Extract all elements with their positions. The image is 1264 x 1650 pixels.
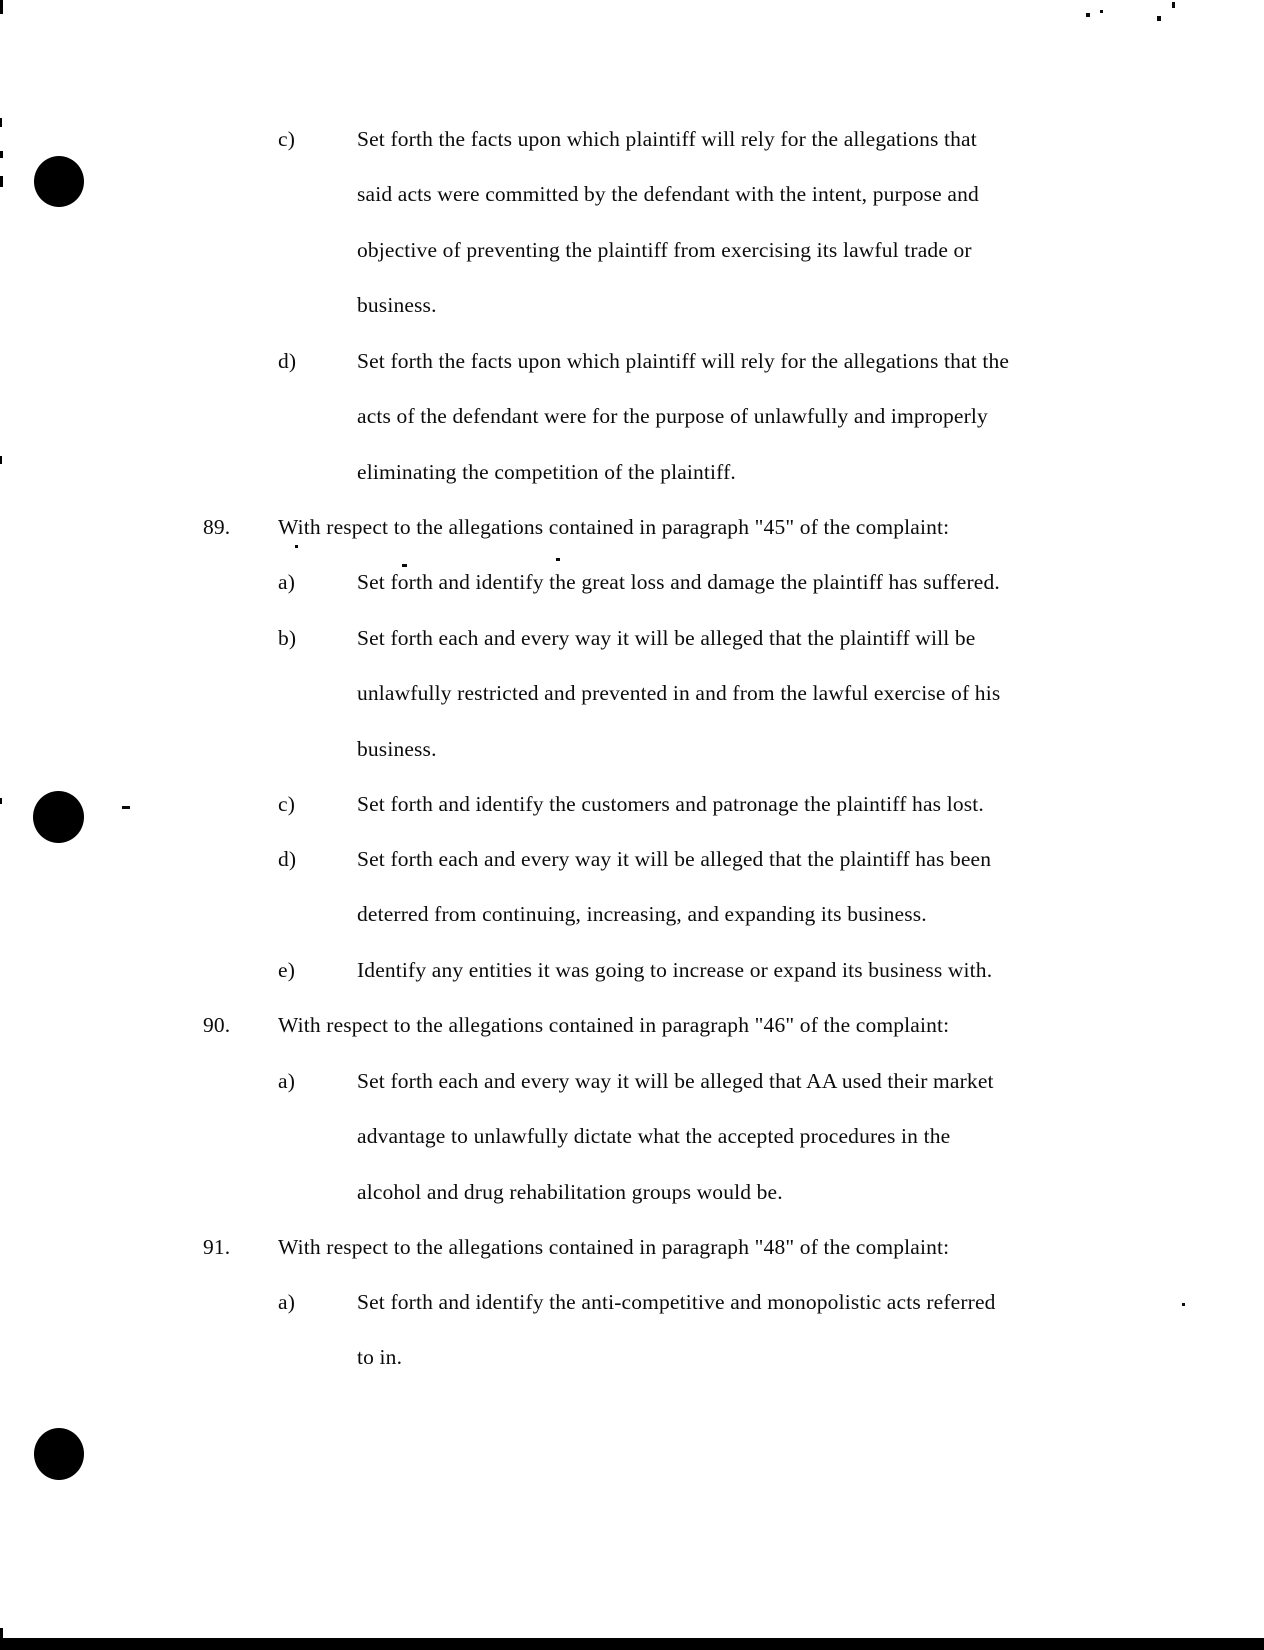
paragraph-91 bbox=[0, 1220, 1264, 1275]
sub-item-e bbox=[0, 943, 1264, 998]
sub-item-b bbox=[0, 611, 1264, 777]
sub-item-letter: d) bbox=[278, 847, 297, 871]
document-line: Set forth the facts upon which plaintiff will rely for the allegations that bbox=[357, 127, 977, 151]
sub-item-letter: d) bbox=[278, 349, 297, 373]
paragraph-number: 89. bbox=[203, 515, 231, 539]
document-line: With respect to the allegations contained in paragraph "46" of the complaint: bbox=[278, 1013, 950, 1037]
scan-edge-mark bbox=[0, 1628, 3, 1638]
document-line: Set forth and identify the customers and patronage the plaintiff has lost. bbox=[357, 792, 984, 816]
document-line: business. bbox=[357, 736, 437, 761]
document-line: Set forth each and every way it will be alleged that the plaintiff will be bbox=[357, 626, 976, 650]
sub-item-letter: b) bbox=[278, 626, 297, 650]
document-line: alcohol and drug rehabilitation groups would be. bbox=[357, 1179, 783, 1204]
sub-item-a bbox=[0, 1275, 1264, 1386]
document-line: deterred from continuing, increasing, and expanding its business. bbox=[357, 902, 927, 927]
sub-item-c bbox=[0, 777, 1264, 832]
document-line: With respect to the allegations contained in paragraph "48" of the complaint: bbox=[278, 1235, 950, 1259]
paragraph-number: 90. bbox=[203, 1013, 231, 1037]
document-line: business. bbox=[357, 293, 437, 318]
document-line: to in. bbox=[357, 1345, 403, 1370]
sub-item-letter: c) bbox=[278, 792, 296, 816]
paragraph-number: 91. bbox=[203, 1235, 231, 1259]
paragraph-90 bbox=[0, 998, 1264, 1053]
document-line: eliminating the competition of the plaintiff. bbox=[357, 459, 736, 484]
sub-item-letter: a) bbox=[278, 570, 296, 594]
document-line: Identify any entities it was going to increase or expand its business with. bbox=[357, 958, 993, 982]
document-line: Set forth each and every way it will be alleged that the plaintiff has been bbox=[357, 847, 992, 871]
sub-item-letter: a) bbox=[278, 1290, 296, 1314]
sub-item-d bbox=[0, 832, 1264, 943]
hole-punch-bottom bbox=[34, 1428, 84, 1480]
document-line: Set forth the facts upon which plaintiff will rely for the allegations that the bbox=[357, 349, 1010, 373]
sub-item-letter: e) bbox=[278, 958, 296, 982]
scan-speck bbox=[1157, 16, 1161, 21]
document-line: objective of preventing the plaintiff from exercising its lawful trade or bbox=[357, 237, 972, 262]
scan-speck bbox=[1086, 13, 1090, 17]
sub-item-a bbox=[0, 1054, 1264, 1220]
scan-edge-mark bbox=[0, 0, 3, 14]
scan-speck bbox=[1172, 2, 1175, 8]
document-line: advantage to unlawfully dictate what the accepted procedures in the bbox=[357, 1124, 951, 1149]
sub-item-letter: c) bbox=[278, 127, 296, 151]
paragraph-89 bbox=[0, 500, 1264, 555]
scan-edge-bar bbox=[0, 1638, 1264, 1650]
sub-item-a bbox=[0, 555, 1264, 610]
document-line: With respect to the allegations contained in paragraph "45" of the complaint: bbox=[278, 515, 950, 539]
sub-item-c bbox=[0, 112, 1264, 334]
sub-item-letter: a) bbox=[278, 1069, 296, 1093]
scan-speck bbox=[1100, 10, 1103, 13]
document-line: Set forth and identify the anti-competitive and monopolistic acts referred bbox=[357, 1290, 996, 1314]
document-line: said acts were committed by the defendant with the intent, purpose and bbox=[357, 182, 979, 207]
document-line: Set forth and identify the great loss and damage the plaintiff has suffered. bbox=[357, 570, 1000, 594]
document-line: unlawfully restricted and prevented in and from the lawful exercise of his bbox=[357, 681, 1001, 706]
sub-item-d bbox=[0, 334, 1264, 500]
document-line: acts of the defendant were for the purpose of unlawfully and improperly bbox=[357, 404, 988, 429]
document-line: Set forth each and every way it will be alleged that AA used their market bbox=[357, 1069, 994, 1093]
